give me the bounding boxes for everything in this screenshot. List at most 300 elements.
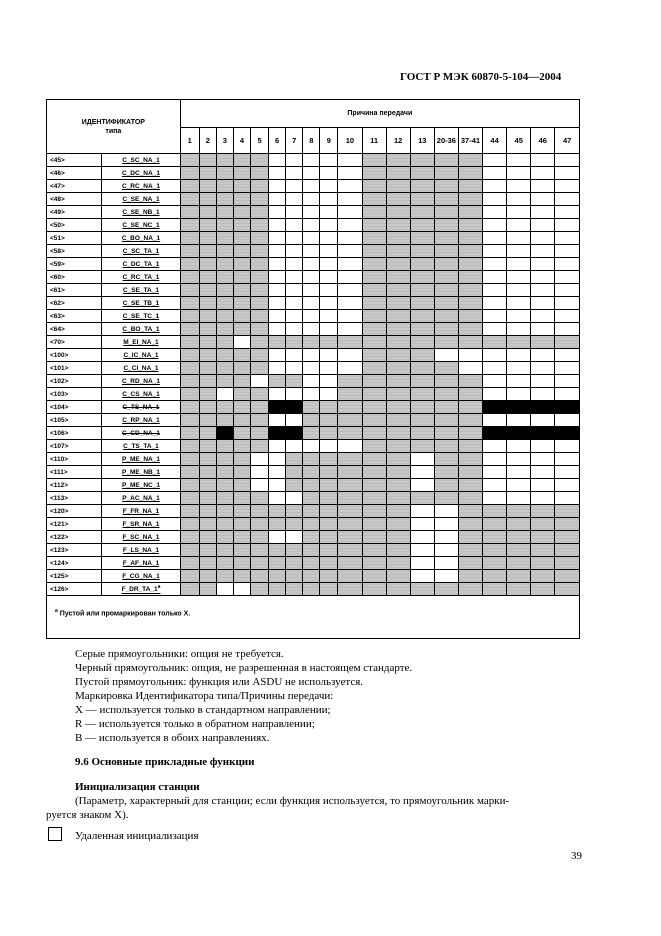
- empty-cell[interactable]: [269, 310, 286, 323]
- empty-cell[interactable]: [269, 492, 286, 505]
- empty-cell[interactable]: [320, 180, 338, 193]
- empty-cell[interactable]: [507, 245, 531, 258]
- empty-cell[interactable]: [320, 193, 338, 206]
- subsection-title: Инициализация станции: [75, 781, 200, 793]
- empty-cell[interactable]: [531, 375, 555, 388]
- empty-cell[interactable]: [434, 544, 458, 557]
- empty-cell[interactable]: [483, 362, 507, 375]
- empty-cell[interactable]: [531, 466, 555, 479]
- gray-cell: [180, 583, 199, 596]
- empty-cell[interactable]: [303, 258, 320, 271]
- empty-cell[interactable]: [531, 297, 555, 310]
- type-name-cell: [102, 323, 180, 336]
- gray-cell: [362, 557, 386, 570]
- empty-cell[interactable]: [531, 492, 555, 505]
- gray-cell: [180, 297, 199, 310]
- empty-cell[interactable]: [531, 323, 555, 336]
- paragraph-line: (Параметр, характерный для станции; если функция используется, то прямоугольник марки-: [75, 795, 510, 807]
- gray-cell: [180, 245, 199, 258]
- gray-cell: [386, 362, 410, 375]
- empty-cell[interactable]: [458, 349, 482, 362]
- empty-cell[interactable]: [507, 271, 531, 284]
- gray-cell: [458, 206, 482, 219]
- empty-cell[interactable]: [410, 466, 434, 479]
- empty-cell[interactable]: [251, 466, 269, 479]
- gray-cell: [410, 583, 434, 596]
- empty-cell[interactable]: [338, 193, 362, 206]
- gray-cell: [531, 544, 555, 557]
- empty-cell[interactable]: [303, 362, 320, 375]
- empty-cell[interactable]: [507, 466, 531, 479]
- empty-cell[interactable]: [507, 440, 531, 453]
- empty-cell[interactable]: [269, 440, 286, 453]
- empty-cell[interactable]: [531, 180, 555, 193]
- gray-cell: [507, 557, 531, 570]
- type-name-label: C_SE_TC_1: [122, 312, 160, 320]
- empty-cell[interactable]: [483, 180, 507, 193]
- empty-cell[interactable]: [483, 310, 507, 323]
- empty-cell[interactable]: [410, 518, 434, 531]
- type-name-label: C_BO_NA_1: [121, 234, 161, 242]
- empty-cell[interactable]: [216, 583, 233, 596]
- empty-cell[interactable]: [303, 440, 320, 453]
- gray-cell: [216, 336, 233, 349]
- empty-cell[interactable]: [286, 245, 303, 258]
- gray-cell: [338, 466, 362, 479]
- gray-cell: [233, 557, 250, 570]
- empty-cell[interactable]: [286, 284, 303, 297]
- empty-cell[interactable]: [286, 492, 303, 505]
- empty-cell[interactable]: [555, 167, 580, 180]
- empty-cell[interactable]: [338, 167, 362, 180]
- empty-cell[interactable]: [320, 271, 338, 284]
- empty-cell[interactable]: [507, 414, 531, 427]
- empty-cell[interactable]: [531, 414, 555, 427]
- empty-cell[interactable]: [251, 453, 269, 466]
- empty-cell[interactable]: [303, 297, 320, 310]
- empty-cell[interactable]: [233, 336, 250, 349]
- gray-cell: [180, 466, 199, 479]
- empty-cell[interactable]: [269, 297, 286, 310]
- empty-cell[interactable]: [483, 323, 507, 336]
- empty-cell[interactable]: [303, 375, 320, 388]
- empty-cell[interactable]: [483, 154, 507, 167]
- empty-cell[interactable]: [555, 479, 580, 492]
- empty-cell[interactable]: [286, 180, 303, 193]
- empty-cell[interactable]: [410, 557, 434, 570]
- empty-cell[interactable]: [483, 492, 507, 505]
- gray-cell: [199, 401, 216, 414]
- empty-cell[interactable]: [507, 297, 531, 310]
- gray-cell: [180, 401, 199, 414]
- empty-cell[interactable]: [434, 505, 458, 518]
- empty-cell[interactable]: [555, 193, 580, 206]
- empty-cell[interactable]: [286, 531, 303, 544]
- empty-cell[interactable]: [303, 323, 320, 336]
- empty-cell[interactable]: [269, 167, 286, 180]
- empty-cell[interactable]: [507, 154, 531, 167]
- empty-cell[interactable]: [286, 323, 303, 336]
- gray-cell: [233, 440, 250, 453]
- empty-cell[interactable]: [410, 544, 434, 557]
- empty-cell[interactable]: [483, 219, 507, 232]
- gray-cell: [303, 583, 320, 596]
- empty-cell[interactable]: [286, 154, 303, 167]
- empty-cell[interactable]: [269, 271, 286, 284]
- empty-cell[interactable]: [531, 219, 555, 232]
- empty-cell[interactable]: [269, 258, 286, 271]
- empty-cell[interactable]: [251, 375, 269, 388]
- gray-cell: [180, 427, 199, 440]
- empty-cell[interactable]: [555, 180, 580, 193]
- empty-cell[interactable]: [320, 310, 338, 323]
- empty-cell[interactable]: [531, 193, 555, 206]
- empty-cell[interactable]: [483, 388, 507, 401]
- gray-cell: [386, 479, 410, 492]
- empty-cell[interactable]: [303, 206, 320, 219]
- empty-cell[interactable]: [410, 453, 434, 466]
- empty-cell[interactable]: [483, 193, 507, 206]
- empty-cell[interactable]: [303, 167, 320, 180]
- empty-cell[interactable]: [320, 206, 338, 219]
- empty-cell[interactable]: [555, 388, 580, 401]
- empty-cell[interactable]: [269, 362, 286, 375]
- gray-cell: [386, 232, 410, 245]
- gray-cell: [434, 362, 458, 375]
- empty-cell[interactable]: [303, 271, 320, 284]
- gray-cell: [362, 310, 386, 323]
- empty-cell[interactable]: [531, 362, 555, 375]
- empty-cell[interactable]: [338, 310, 362, 323]
- gray-cell: [362, 271, 386, 284]
- empty-cell[interactable]: [555, 440, 580, 453]
- empty-cell[interactable]: [286, 349, 303, 362]
- remote-init-checkbox[interactable]: [48, 827, 62, 841]
- gray-cell: [410, 388, 434, 401]
- empty-cell[interactable]: [286, 414, 303, 427]
- empty-cell[interactable]: [320, 258, 338, 271]
- empty-cell[interactable]: [531, 388, 555, 401]
- empty-cell[interactable]: [410, 570, 434, 583]
- empty-cell[interactable]: [483, 466, 507, 479]
- gray-cell: [251, 206, 269, 219]
- empty-cell[interactable]: [483, 206, 507, 219]
- gray-cell: [483, 557, 507, 570]
- empty-cell[interactable]: [483, 349, 507, 362]
- empty-cell[interactable]: [483, 453, 507, 466]
- empty-cell[interactable]: [269, 388, 286, 401]
- empty-cell[interactable]: [555, 492, 580, 505]
- empty-cell[interactable]: [555, 258, 580, 271]
- empty-cell[interactable]: [507, 323, 531, 336]
- empty-cell[interactable]: [507, 284, 531, 297]
- empty-cell[interactable]: [434, 349, 458, 362]
- type-name-label: C_DC_NA_1: [122, 169, 160, 177]
- empty-cell[interactable]: [338, 297, 362, 310]
- empty-cell[interactable]: [507, 492, 531, 505]
- empty-cell[interactable]: [320, 375, 338, 388]
- gray-cell: [458, 401, 482, 414]
- empty-cell[interactable]: [303, 284, 320, 297]
- gray-cell: [531, 583, 555, 596]
- empty-cell[interactable]: [507, 232, 531, 245]
- gray-cell: [434, 167, 458, 180]
- empty-cell[interactable]: [434, 570, 458, 583]
- empty-cell[interactable]: [320, 284, 338, 297]
- empty-cell[interactable]: [531, 245, 555, 258]
- empty-cell[interactable]: [507, 453, 531, 466]
- empty-cell[interactable]: [434, 518, 458, 531]
- type-name-label: C_RP_NA_1: [122, 416, 160, 424]
- type-name-cell: [102, 232, 180, 245]
- gray-cell: [338, 336, 362, 349]
- empty-cell[interactable]: [483, 245, 507, 258]
- empty-cell[interactable]: [286, 440, 303, 453]
- gray-cell: [180, 323, 199, 336]
- empty-cell[interactable]: [483, 414, 507, 427]
- empty-cell[interactable]: [555, 310, 580, 323]
- empty-cell[interactable]: [269, 206, 286, 219]
- empty-cell[interactable]: [286, 362, 303, 375]
- gray-cell: [303, 505, 320, 518]
- empty-cell[interactable]: [483, 479, 507, 492]
- empty-cell[interactable]: [320, 362, 338, 375]
- empty-cell[interactable]: [338, 323, 362, 336]
- empty-cell[interactable]: [286, 219, 303, 232]
- gray-cell: [216, 167, 233, 180]
- type-name-cell: [102, 388, 180, 401]
- empty-cell[interactable]: [269, 349, 286, 362]
- empty-cell[interactable]: [320, 232, 338, 245]
- empty-cell[interactable]: [269, 453, 286, 466]
- gray-cell: [233, 154, 250, 167]
- type-id-cell: <120>: [47, 505, 102, 518]
- empty-cell[interactable]: [216, 388, 233, 401]
- empty-cell[interactable]: [338, 232, 362, 245]
- empty-cell[interactable]: [320, 349, 338, 362]
- gray-cell: [233, 167, 250, 180]
- empty-cell[interactable]: [555, 414, 580, 427]
- empty-cell[interactable]: [286, 271, 303, 284]
- gray-cell: [320, 570, 338, 583]
- empty-cell[interactable]: [320, 323, 338, 336]
- empty-cell[interactable]: [303, 219, 320, 232]
- empty-cell[interactable]: [555, 284, 580, 297]
- empty-cell[interactable]: [338, 258, 362, 271]
- empty-cell[interactable]: [251, 479, 269, 492]
- empty-cell[interactable]: [483, 271, 507, 284]
- empty-cell[interactable]: [483, 284, 507, 297]
- empty-cell[interactable]: [303, 388, 320, 401]
- table-row: [47, 479, 580, 492]
- empty-cell[interactable]: [269, 154, 286, 167]
- empty-cell[interactable]: [483, 375, 507, 388]
- empty-cell[interactable]: [286, 232, 303, 245]
- empty-cell[interactable]: [286, 310, 303, 323]
- empty-cell[interactable]: [269, 180, 286, 193]
- empty-cell[interactable]: [555, 375, 580, 388]
- empty-cell[interactable]: [303, 180, 320, 193]
- empty-cell[interactable]: [434, 531, 458, 544]
- empty-cell[interactable]: [531, 284, 555, 297]
- gray-cell: [269, 518, 286, 531]
- empty-cell[interactable]: [507, 388, 531, 401]
- empty-cell[interactable]: [507, 479, 531, 492]
- cause-column-header: 11: [362, 128, 386, 154]
- empty-cell[interactable]: [320, 154, 338, 167]
- gray-cell: [233, 518, 250, 531]
- empty-cell[interactable]: [410, 505, 434, 518]
- empty-cell[interactable]: [410, 479, 434, 492]
- empty-cell[interactable]: [555, 219, 580, 232]
- empty-cell[interactable]: [531, 154, 555, 167]
- empty-cell[interactable]: [483, 440, 507, 453]
- empty-cell[interactable]: [338, 219, 362, 232]
- empty-cell[interactable]: [507, 193, 531, 206]
- empty-cell[interactable]: [507, 362, 531, 375]
- empty-cell[interactable]: [555, 245, 580, 258]
- gray-cell: [216, 297, 233, 310]
- type-name-label: C_SE_NA_1: [122, 195, 160, 203]
- empty-cell[interactable]: [269, 245, 286, 258]
- empty-cell[interactable]: [320, 388, 338, 401]
- empty-cell[interactable]: [338, 271, 362, 284]
- type-id-cell: <62>: [47, 297, 102, 310]
- empty-cell[interactable]: [320, 167, 338, 180]
- empty-cell[interactable]: [303, 310, 320, 323]
- empty-cell[interactable]: [286, 388, 303, 401]
- empty-cell[interactable]: [338, 440, 362, 453]
- empty-cell[interactable]: [320, 297, 338, 310]
- empty-cell[interactable]: [555, 154, 580, 167]
- empty-cell[interactable]: [303, 154, 320, 167]
- empty-cell[interactable]: [303, 349, 320, 362]
- empty-cell[interactable]: [531, 349, 555, 362]
- empty-cell[interactable]: [286, 206, 303, 219]
- empty-cell[interactable]: [531, 271, 555, 284]
- empty-cell[interactable]: [303, 245, 320, 258]
- empty-cell[interactable]: [233, 583, 250, 596]
- empty-cell[interactable]: [531, 167, 555, 180]
- empty-cell[interactable]: [555, 323, 580, 336]
- gray-cell: [251, 414, 269, 427]
- type-cause-table: [46, 99, 580, 639]
- empty-cell[interactable]: [531, 206, 555, 219]
- table-row: [47, 167, 580, 180]
- empty-cell[interactable]: [507, 258, 531, 271]
- empty-cell[interactable]: [531, 453, 555, 466]
- empty-cell[interactable]: [483, 258, 507, 271]
- empty-cell[interactable]: [269, 284, 286, 297]
- empty-cell[interactable]: [286, 193, 303, 206]
- empty-cell[interactable]: [555, 349, 580, 362]
- empty-cell[interactable]: [320, 219, 338, 232]
- empty-cell[interactable]: [531, 310, 555, 323]
- empty-cell[interactable]: [303, 232, 320, 245]
- empty-cell[interactable]: [555, 206, 580, 219]
- empty-cell[interactable]: [286, 297, 303, 310]
- empty-cell[interactable]: [320, 245, 338, 258]
- empty-cell[interactable]: [269, 479, 286, 492]
- empty-cell[interactable]: [507, 375, 531, 388]
- type-id-cell: <58>: [47, 245, 102, 258]
- gray-cell: [216, 492, 233, 505]
- type-name-cell: [102, 154, 180, 167]
- empty-cell[interactable]: [338, 206, 362, 219]
- empty-cell[interactable]: [483, 297, 507, 310]
- empty-cell[interactable]: [286, 167, 303, 180]
- empty-cell[interactable]: [338, 362, 362, 375]
- empty-cell[interactable]: [555, 297, 580, 310]
- gray-cell: [233, 427, 250, 440]
- empty-cell[interactable]: [410, 531, 434, 544]
- gray-cell: [180, 193, 199, 206]
- gray-cell: [216, 544, 233, 557]
- empty-cell[interactable]: [269, 193, 286, 206]
- empty-cell[interactable]: [269, 232, 286, 245]
- empty-cell[interactable]: [507, 180, 531, 193]
- empty-cell[interactable]: [434, 557, 458, 570]
- empty-cell[interactable]: [555, 271, 580, 284]
- empty-cell[interactable]: [531, 232, 555, 245]
- empty-cell[interactable]: [555, 453, 580, 466]
- gray-cell: [410, 271, 434, 284]
- empty-cell[interactable]: [338, 154, 362, 167]
- gray-cell: [386, 375, 410, 388]
- empty-cell[interactable]: [286, 258, 303, 271]
- empty-cell[interactable]: [555, 232, 580, 245]
- empty-cell[interactable]: [338, 180, 362, 193]
- empty-cell[interactable]: [483, 232, 507, 245]
- gray-cell: [362, 258, 386, 271]
- empty-cell[interactable]: [458, 362, 482, 375]
- gray-cell: [251, 505, 269, 518]
- empty-cell[interactable]: [269, 323, 286, 336]
- empty-cell[interactable]: [338, 245, 362, 258]
- empty-cell[interactable]: [269, 466, 286, 479]
- cause-column-header: 8: [303, 128, 320, 154]
- gray-cell: [362, 427, 386, 440]
- empty-cell[interactable]: [338, 284, 362, 297]
- empty-cell[interactable]: [531, 258, 555, 271]
- empty-cell[interactable]: [269, 219, 286, 232]
- empty-cell[interactable]: [531, 479, 555, 492]
- gray-cell: [410, 336, 434, 349]
- gray-cell: [434, 245, 458, 258]
- empty-cell[interactable]: [555, 362, 580, 375]
- type-id-cell: <70>: [47, 336, 102, 349]
- empty-cell[interactable]: [507, 349, 531, 362]
- empty-cell[interactable]: [507, 310, 531, 323]
- empty-cell[interactable]: [507, 219, 531, 232]
- gray-cell: [458, 232, 482, 245]
- empty-cell[interactable]: [303, 193, 320, 206]
- empty-cell[interactable]: [338, 349, 362, 362]
- type-id-cell: <125>: [47, 570, 102, 583]
- gray-cell: [180, 440, 199, 453]
- empty-cell[interactable]: [555, 466, 580, 479]
- empty-cell[interactable]: [531, 440, 555, 453]
- gray-cell: [180, 544, 199, 557]
- gray-cell: [251, 427, 269, 440]
- empty-cell[interactable]: [483, 167, 507, 180]
- empty-cell[interactable]: [507, 206, 531, 219]
- empty-cell[interactable]: [269, 414, 286, 427]
- empty-cell[interactable]: [320, 440, 338, 453]
- type-name-cell: [102, 453, 180, 466]
- empty-cell[interactable]: [507, 167, 531, 180]
- empty-cell[interactable]: [269, 531, 286, 544]
